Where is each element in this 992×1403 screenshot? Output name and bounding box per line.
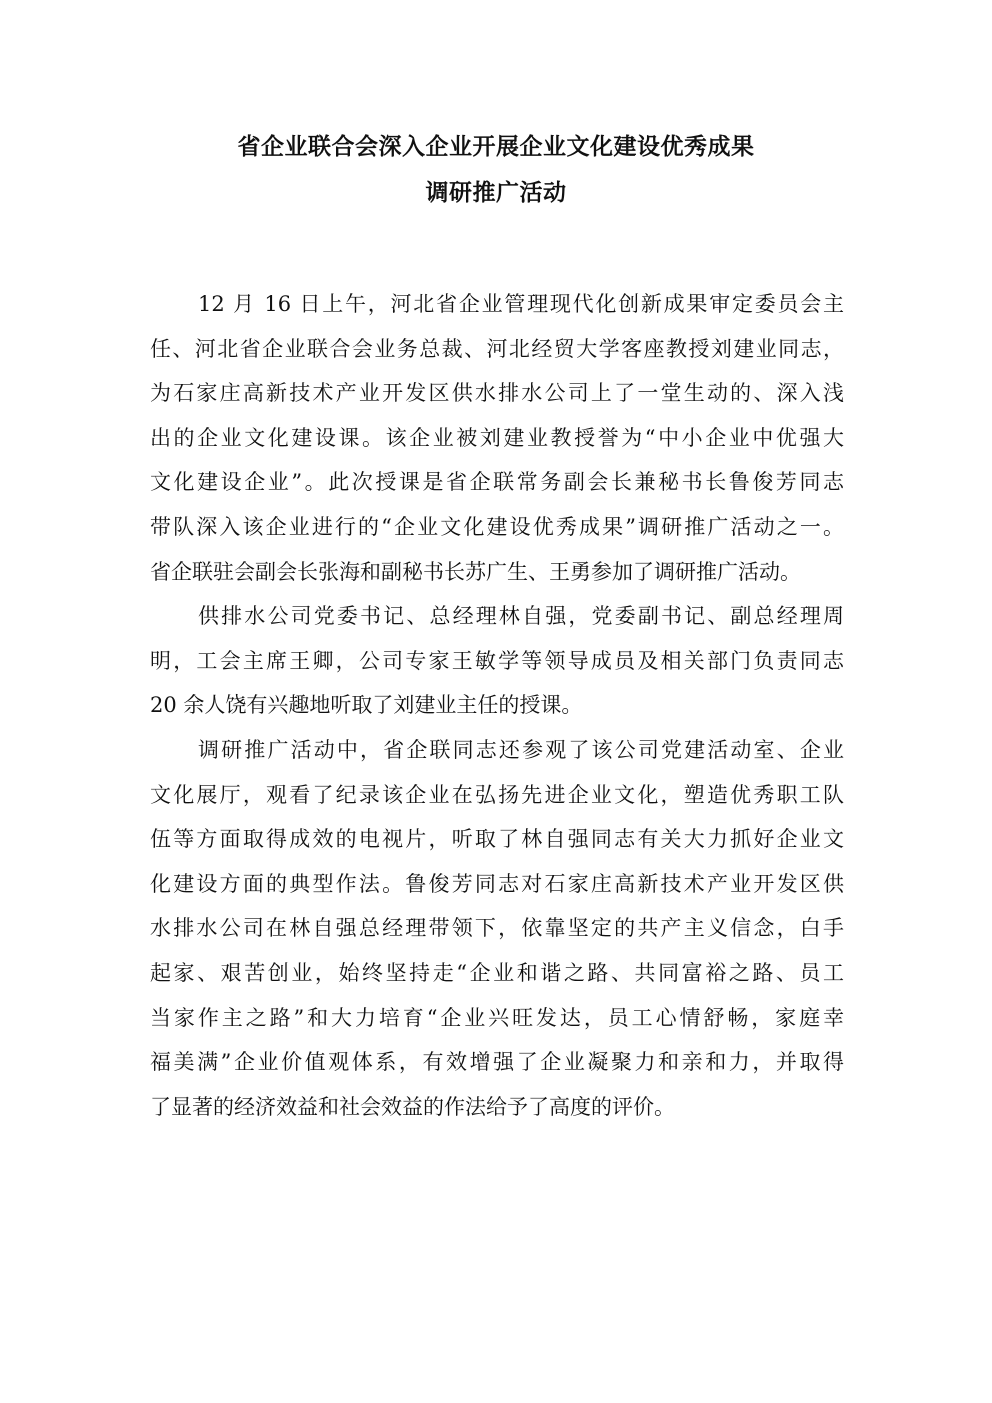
text-line: 文化建设企业”。此次授课是省企联常务副会长兼秘书长鲁俊芳同志 — [150, 470, 844, 495]
text-line: 为石家庄高新技术产业开发区供水排水公司上了一堂生动的、深入浅 — [150, 381, 844, 406]
paragraph-2 — [150, 594, 844, 728]
title-line: 调研推广活动 — [425, 180, 567, 206]
text-line: 文化展厅，观看了纪录该企业在弘扬先进企业文化，塑造优秀职工队 — [150, 782, 844, 807]
title-line: 省企业联合会深入企业开展企业文化建设优秀成果 — [237, 134, 755, 160]
text-line: 20 余人饶有兴趣地听取了刘建业主任的授课。 — [150, 693, 583, 718]
text-line: 起家、艰苦创业，始终坚持走“企业和谐之路、共同富裕之路、员工 — [150, 960, 844, 985]
text-line: 带队深入该企业进行的“企业文化建设优秀成果”调研推广活动之一。 — [150, 514, 844, 539]
document-body — [150, 282, 844, 1129]
text-line: 任、河北省企业联合会业务总裁、河北经贸大学客座教授刘建业同志， — [150, 336, 844, 361]
text-line: 伍等方面取得成效的电视片，听取了林自强同志有关大力抓好企业文 — [150, 827, 844, 852]
text-line: 当家作主之路”和大力培育“企业兴旺发达，员工心情舒畅，家庭幸 — [150, 1005, 844, 1030]
text-line: 调研推广活动中，省企联同志还参观了该公司党建活动室、企业 — [198, 737, 844, 762]
text-line: 福美满”企业价值观体系，有效增强了企业凝聚力和亲和力，并取得 — [150, 1050, 844, 1075]
text-line: 省企联驻会副会长张海和副秘书长苏广生、王勇参加了调研推广活动。 — [150, 559, 801, 584]
text-line: 出的企业文化建设课。该企业被刘建业教授誉为“中小企业中优强大 — [150, 425, 844, 450]
paragraph-3 — [150, 728, 844, 1129]
text-line: 明，工会主席王卿，公司专家王敏学等领导成员及相关部门负责同志 — [150, 648, 844, 673]
text-line: 化建设方面的典型作法。鲁俊芳同志对石家庄高新技术产业开发区供 — [150, 871, 844, 896]
text-line: 水排水公司在林自强总经理带领下，依靠坚定的共产主义信念，白手 — [150, 916, 844, 941]
text-line: 了显著的经济效益和社会效益的作法给予了高度的评价。 — [150, 1094, 675, 1119]
text-line: 12 月 16 日上午，河北省企业管理现代化创新成果审定委员会主 — [198, 292, 844, 316]
paragraph-1 — [150, 282, 844, 594]
text-line: 供排水公司党委书记、总经理林自强，党委副书记、副总经理周 — [198, 604, 844, 629]
document-title — [150, 124, 842, 216]
